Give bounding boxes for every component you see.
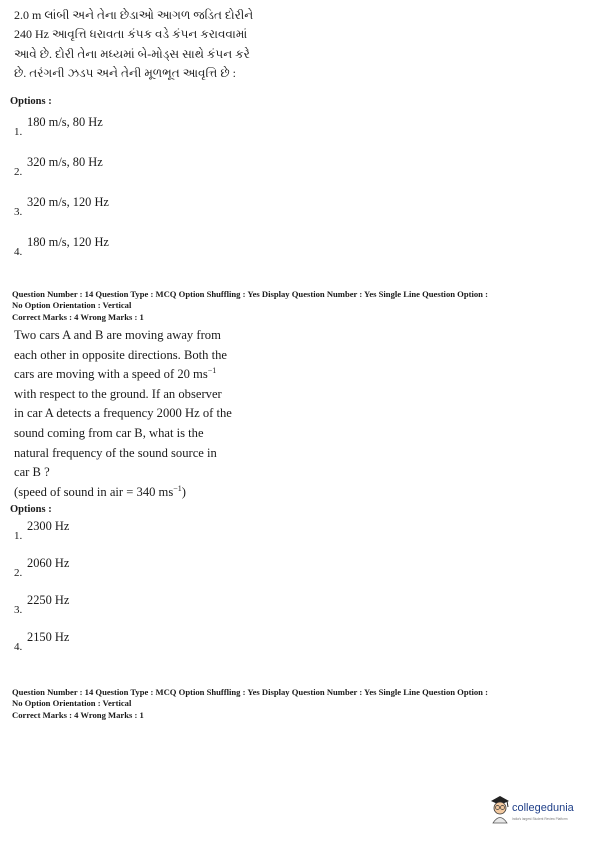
option-text: 2060 Hz — [27, 556, 70, 570]
question-line: sound coming from car B, what is the — [14, 425, 204, 440]
question-line: car B ? — [14, 465, 50, 480]
question-line: natural frequency of the sound source in — [14, 445, 217, 460]
collegedunia-logo — [488, 793, 584, 827]
meta-line: Correct Marks : 4 Wrong Marks : 1 — [12, 312, 144, 322]
option-1[interactable] — [14, 519, 214, 545]
option-number: 2. — [14, 166, 23, 178]
option-text: 180 m/s, 120 Hz — [27, 235, 109, 249]
meta-line: Question Number : 14 Question Type : MCQ Option Shuffling : Yes Display Question Number : Yes Single Line Question Option : — [12, 289, 488, 299]
question-line: 240 Hz આવૃત્તિ ધરાવતા કંપક વડે કંપન કરાવવામાં — [14, 27, 248, 42]
question-line: each other in opposite directions. Both the — [14, 347, 227, 362]
option-text: 320 m/s, 80 Hz — [27, 155, 103, 169]
question-line: છે. તરંગની ઝડપ અને તેની મૂળભૂત આવૃત્તિ છે : — [14, 66, 236, 81]
option-text: 2150 Hz — [27, 630, 70, 644]
meta-line: No Option Orientation : Vertical — [12, 299, 132, 310]
option-number: 4. — [14, 641, 23, 653]
option-text: 2250 Hz — [27, 593, 70, 607]
options-label: Options : — [10, 96, 52, 107]
logo-tagline: India's largest Student Review Platform — [512, 817, 568, 821]
question-line-text: (speed of sound in air = 340 ms — [14, 484, 174, 499]
option-3[interactable] — [14, 593, 214, 619]
question-line: 2.0 m લાંબી અને તેના છેડાઓ આગળ જડિત દોરીને — [14, 8, 254, 22]
option-text: 180 m/s, 80 Hz — [27, 115, 103, 129]
question-line: with respect to the ground. If an observer — [14, 386, 222, 401]
question-line: આવે છે. દોરી તેના મધ્યમાં બે-મોડ્સ સાથે કંપન કરે — [14, 46, 250, 61]
option-3[interactable] — [14, 195, 214, 221]
question-line — [14, 365, 264, 385]
meta-line: Correct Marks : 4 Wrong Marks : 1 — [12, 710, 144, 720]
question-15-meta — [12, 687, 587, 721]
option-text: 2300 Hz — [27, 519, 70, 533]
option-2[interactable] — [14, 556, 214, 582]
question-13-text — [14, 6, 254, 84]
option-1[interactable] — [14, 115, 214, 141]
question-line: in car A detects a frequency 2000 Hz of the — [14, 406, 232, 421]
closing-paren: ) — [181, 484, 186, 499]
option-4[interactable] — [14, 235, 214, 261]
option-number: 1. — [14, 126, 23, 138]
option-number: 4. — [14, 246, 23, 258]
question-line — [14, 483, 264, 503]
option-text: 320 m/s, 120 Hz — [27, 195, 109, 209]
option-number: 3. — [14, 206, 23, 218]
meta-line: Question Number : 14 Question Type : MCQ Option Shuffling : Yes Display Question Number : Yes Single Line Question Option : — [12, 687, 488, 697]
exponent: −1 — [173, 483, 182, 493]
logo-wordmark: collegedunia — [512, 802, 574, 814]
question-line-text: cars are moving with a speed of 20 ms — [14, 367, 208, 382]
option-number: 2. — [14, 567, 23, 579]
question-14-meta — [12, 289, 587, 323]
options-label: Options : — [10, 504, 52, 515]
question-14-text — [14, 326, 264, 502]
option-4[interactable] — [14, 630, 214, 656]
option-number: 3. — [14, 604, 23, 616]
mascot-icon — [488, 793, 512, 825]
exponent: −1 — [207, 366, 217, 375]
option-number: 1. — [14, 530, 23, 542]
meta-line: No Option Orientation : Vertical — [12, 697, 132, 708]
option-2[interactable] — [14, 155, 214, 181]
question-line: Two cars A and B are moving away from — [14, 328, 221, 342]
